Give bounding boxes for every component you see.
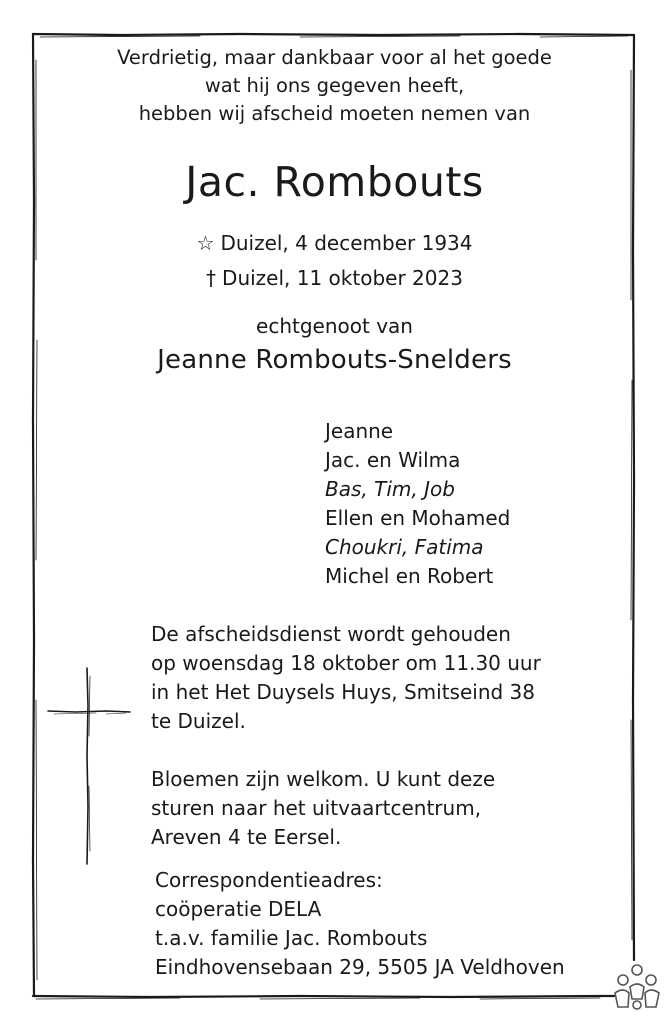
- service-line: De afscheidsdienst wordt gehouden: [151, 622, 511, 646]
- dagger-icon: †: [206, 266, 217, 290]
- service-line: op woensdag 18 oktober om 11.30 uur: [151, 651, 541, 675]
- correspondence-address: [155, 866, 565, 982]
- flowers-line: Bloemen zijn welkom. U kunt deze: [151, 767, 496, 791]
- correspondence-line: Eindhovensebaan 29, 5505 JA Veldhoven: [155, 955, 565, 979]
- service-line: in het Het Duysels Huys, Smitseind 38: [151, 680, 536, 704]
- intro-line: hebben wij afscheid moeten nemen van: [138, 102, 531, 125]
- family-member: Michel en Robert: [325, 564, 494, 588]
- birth-text: Duizel, 4 december 1934: [220, 231, 473, 255]
- intro-line: wat hij ons gegeven heeft,: [204, 74, 465, 97]
- star-icon: ☆: [196, 231, 215, 255]
- spouse-name: Jeanne Rombouts-Snelders: [157, 345, 512, 375]
- family-people-logo-icon: [610, 963, 664, 1015]
- service-info: [151, 620, 541, 736]
- death-text: Duizel, 11 oktober 2023: [222, 266, 463, 290]
- flowers-line: sturen naar het uitvaartcentrum,: [151, 796, 482, 820]
- grandchildren: Choukri, Fatima: [325, 535, 484, 559]
- family-list: [325, 417, 510, 591]
- flowers-line: Areven 4 te Eersel.: [151, 825, 342, 849]
- intro-line: Verdrietig, maar dankbaar voor al het goede: [117, 46, 552, 69]
- spouse-label: echtgenoot van: [256, 314, 413, 338]
- correspondence-line: Correspondentieadres:: [155, 868, 383, 892]
- family-member: Ellen en Mohamed: [325, 506, 511, 530]
- family-member: Jeanne: [325, 419, 394, 443]
- birth-line: [0, 231, 669, 255]
- correspondence-line: t.a.v. familie Jac. Rombouts: [155, 926, 428, 950]
- deceased-name: Jac. Rombouts: [185, 158, 484, 206]
- grandchildren: Bas, Tim, Job: [325, 477, 455, 501]
- flowers-info: [151, 765, 495, 852]
- service-line: te Duizel.: [151, 709, 246, 733]
- intro-text: [0, 44, 669, 128]
- correspondence-line: coöperatie DELA: [155, 897, 322, 921]
- family-member: Jac. en Wilma: [325, 448, 461, 472]
- hand-drawn-cross-icon: [46, 666, 132, 866]
- death-line: [0, 266, 669, 290]
